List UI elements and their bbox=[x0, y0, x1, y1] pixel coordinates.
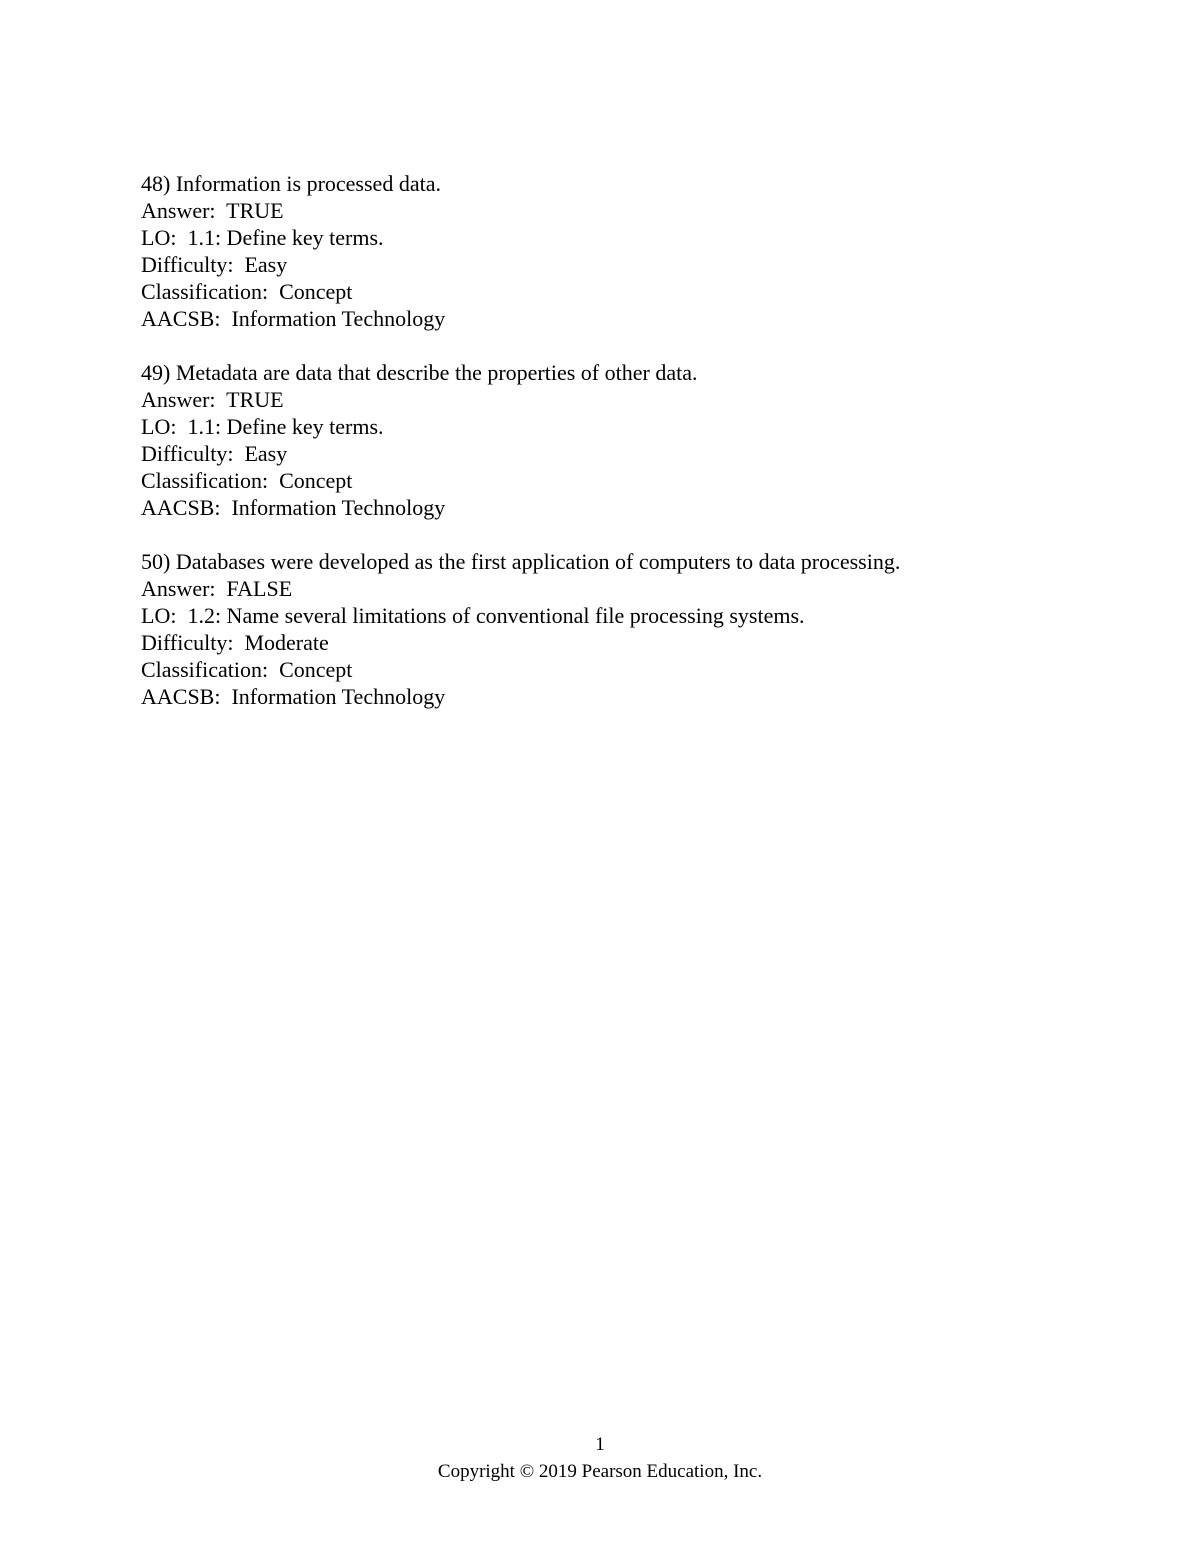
page-number: 1 bbox=[595, 1434, 605, 1455]
difficulty-line: Difficulty: Easy bbox=[141, 252, 288, 277]
answer-line: Answer: FALSE bbox=[141, 576, 293, 601]
aacsb-line: AACSB: Information Technology bbox=[141, 495, 446, 520]
difficulty-line: Difficulty: Moderate bbox=[141, 630, 329, 655]
difficulty-line: Difficulty: Easy bbox=[141, 441, 288, 466]
answer-line: Answer: TRUE bbox=[141, 387, 284, 412]
question-text: 50) Databases were developed as the first application of computers to data processing. bbox=[141, 549, 901, 574]
question-item bbox=[141, 359, 1141, 521]
classification-line: Classification: Concept bbox=[141, 468, 353, 493]
classification-line: Classification: Concept bbox=[141, 657, 353, 682]
learning-objective-line: LO: 1.1: Define key terms. bbox=[141, 414, 384, 439]
answer-line: Answer: TRUE bbox=[141, 198, 284, 223]
learning-objective-line: LO: 1.1: Define key terms. bbox=[141, 225, 384, 250]
aacsb-line: AACSB: Information Technology bbox=[141, 306, 446, 331]
question-list bbox=[141, 170, 1141, 737]
question-text: 48) Information is processed data. bbox=[141, 171, 441, 196]
copyright-notice: Copyright © 2019 Pearson Education, Inc. bbox=[437, 1461, 763, 1482]
classification-line: Classification: Concept bbox=[141, 279, 353, 304]
question-item bbox=[141, 548, 1141, 710]
aacsb-line: AACSB: Information Technology bbox=[141, 684, 446, 709]
question-text: 49) Metadata are data that describe the properties of other data. bbox=[141, 360, 698, 385]
learning-objective-line: LO: 1.2: Name several limitations of conventional file processing systems. bbox=[141, 603, 805, 628]
question-item bbox=[141, 170, 1141, 332]
